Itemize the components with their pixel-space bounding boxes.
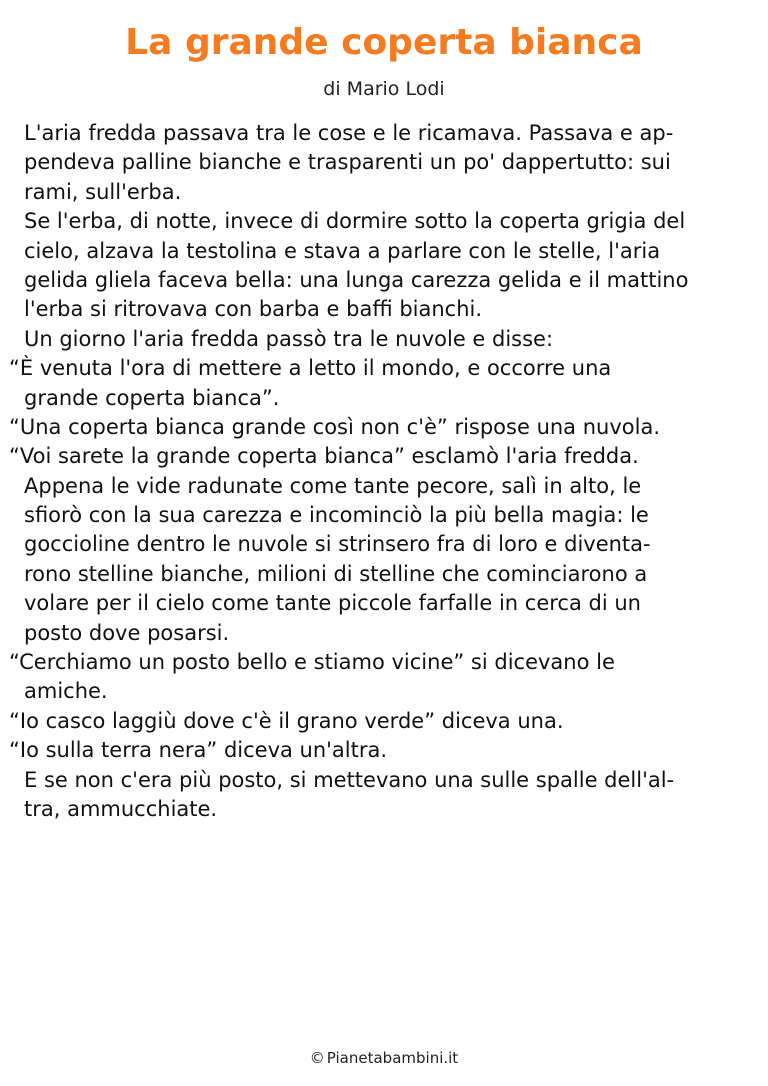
story-line: Se l'erba, di notte, invece di dormire sotto la coperta grigia del <box>24 209 686 234</box>
story-line: Appena le vide radunate come tante pecore, salì in alto, le <box>24 473 642 498</box>
story-line: “Una coperta bianca grande così non c'è” rispose una nuvola. <box>9 414 660 439</box>
story-line: tra, ammucchiate. <box>24 796 218 821</box>
story-line: goccioline dentro le nuvole si strinsero fra di loro e diventa- <box>24 532 651 557</box>
copyright-icon: © <box>309 1049 325 1067</box>
page-title: La grande coperta bianca <box>125 22 643 63</box>
story-line: cielo, alzava la testolina e stava a parlare con le stelle, l'aria <box>24 238 661 263</box>
story-line: l'erba si ritrovava con barba e baffi bianchi. <box>24 297 483 322</box>
story-line: volare per il cielo come tante piccole farfalle in cerca di un <box>24 591 641 616</box>
story-line: sfiorò con la sua carezza e incominciò la più bella magia: le <box>24 503 649 528</box>
story-line: E se non c'era più posto, si mettevano una sulle spalle dell'al- <box>24 767 675 792</box>
story-line: “Io sulla terra nera” diceva un'altra. <box>9 738 388 763</box>
story-line: rono stelline bianche, milioni di stelline che cominciarono a <box>24 561 648 586</box>
footer-site: Pianetabambini.it <box>326 1049 459 1067</box>
story-line: “Io casco laggiù dove c'è il grano verde” diceva una. <box>9 708 564 733</box>
story-line: rami, sull'erba. <box>24 179 182 204</box>
story-line: “Voi sarete la grande coperta bianca” esclamò l'aria fredda. <box>9 444 639 469</box>
story-line: L'aria fredda passava tra le cose e le ricamava. Passava e ap- <box>24 121 674 145</box>
story-line: gelida gliela faceva bella: una lunga carezza gelida e il mattino <box>24 267 689 292</box>
story-line: grande coperta bianca”. <box>24 385 280 410</box>
story-text <box>0 119 768 824</box>
story-line: posto dove posarsi. <box>24 620 230 645</box>
story-line: amiche. <box>24 679 108 704</box>
author-line: di Mario Lodi <box>323 78 445 100</box>
story-line: “È venuta l'ora di mettere a letto il mondo, e occorre una <box>9 356 612 381</box>
story-line: Un giorno l'aria fredda passò tra le nuvole e disse: <box>24 326 554 351</box>
story-line: pendeva palline bianche e trasparenti un po' dappertutto: sui <box>24 150 671 175</box>
footer-credit <box>0 1048 768 1068</box>
story-line: “Cerchiamo un posto bello e stiamo vicine” si dicevano le <box>9 650 615 675</box>
